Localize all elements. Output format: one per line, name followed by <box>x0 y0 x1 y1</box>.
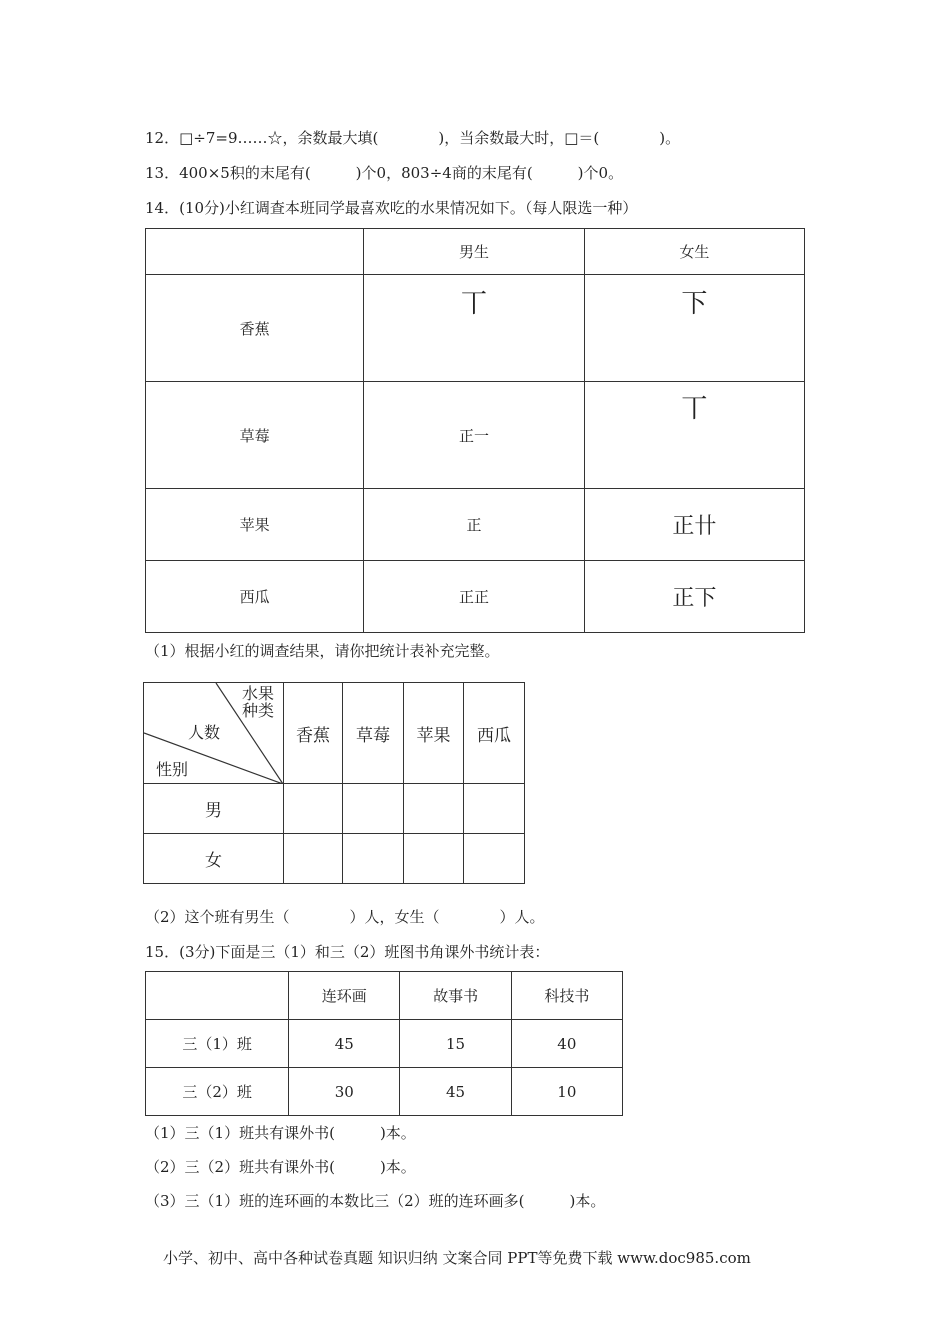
tally-cell: 下 <box>584 275 804 382</box>
header-cell: 西瓜 <box>464 683 525 784</box>
class-cell: 三（2）班 <box>146 1068 289 1116</box>
table-header-row <box>146 229 805 275</box>
table-row <box>146 275 805 382</box>
table-row <box>144 834 525 884</box>
tally-cell: 正一 <box>364 382 584 489</box>
question-12: 12．□÷7=9……☆，余数最大填( )，当余数最大时，□＝( )。 <box>145 129 681 147</box>
blank-cell[interactable] <box>404 784 464 834</box>
page-footer: 小学、初中、高中各种试卷真题 知识归纳 文案合同 PPT等免费下载 www.doc985.com <box>163 1249 751 1267</box>
value-cell: 45 <box>289 1020 400 1068</box>
class-cell: 三（1）班 <box>146 1020 289 1068</box>
value-cell: 15 <box>400 1020 511 1068</box>
tally-cell: 正下 <box>584 561 804 633</box>
books-table <box>145 971 623 1116</box>
header-cell: 草莓 <box>343 683 404 784</box>
blank-cell[interactable] <box>343 834 404 884</box>
header-cell <box>146 972 289 1020</box>
question-14-sub2: （2）这个班有男生（ ）人，女生（ ）人。 <box>145 908 545 926</box>
tally-cell: 正正 <box>364 561 584 633</box>
blank-cell[interactable] <box>404 834 464 884</box>
header-cell: 女生 <box>584 229 804 275</box>
fruit-cell: 香蕉 <box>146 275 364 382</box>
question-15-title: 15．(3分)下面是三（1）和三（2）班图书角课外书统计表： <box>145 943 550 961</box>
corner-label-count: 人数 <box>188 723 221 742</box>
fruit-cell: 草莓 <box>146 382 364 489</box>
tally-cell: 丅 <box>584 382 804 489</box>
tally-cell: 正卄 <box>584 489 804 561</box>
blank-cell[interactable] <box>284 784 343 834</box>
blank-cell[interactable] <box>464 834 525 884</box>
corner-label-gender: 性别 <box>156 760 189 779</box>
header-cell: 苹果 <box>404 683 464 784</box>
blank-cell[interactable] <box>343 784 404 834</box>
value-cell: 40 <box>511 1020 622 1068</box>
tally-cell: 丅 <box>364 275 584 382</box>
fruit-stat-table <box>143 682 525 884</box>
row-label: 男 <box>144 784 284 834</box>
value-cell: 45 <box>400 1068 511 1116</box>
blank-cell[interactable] <box>464 784 525 834</box>
question-13: 13．400×5积的末尾有( )个0，803÷4商的末尾有( )个0。 <box>145 164 624 182</box>
corner-label-fruit-type: 水果 种类 <box>242 684 275 720</box>
question-14-title: 14．(10分)小红调查本班同学最喜欢吃的水果情况如下。（每人限选一种） <box>145 199 638 217</box>
fruit-cell: 苹果 <box>146 489 364 561</box>
header-cell: 男生 <box>364 229 584 275</box>
tally-cell: 正 <box>364 489 584 561</box>
table-header-row <box>146 972 623 1020</box>
question-15-sub1: （1）三（1）班共有课外书( )本。 <box>145 1124 416 1142</box>
table-row <box>144 784 525 834</box>
question-15-sub3: （3）三（1）班的连环画的本数比三（2）班的连环画多( )本。 <box>145 1192 606 1210</box>
diagonal-header-cell <box>144 683 284 784</box>
table-row <box>146 1068 623 1116</box>
header-cell: 香蕉 <box>284 683 343 784</box>
row-label: 女 <box>144 834 284 884</box>
value-cell: 10 <box>511 1068 622 1116</box>
header-cell: 故事书 <box>400 972 511 1020</box>
fruit-cell: 西瓜 <box>146 561 364 633</box>
header-cell <box>146 229 364 275</box>
question-14-sub1: （1）根据小红的调查结果，请你把统计表补充完整。 <box>145 642 500 660</box>
table-header-row <box>144 683 525 784</box>
header-cell: 科技书 <box>511 972 622 1020</box>
header-cell: 连环画 <box>289 972 400 1020</box>
table-row <box>146 382 805 489</box>
blank-cell[interactable] <box>284 834 343 884</box>
table-row <box>146 489 805 561</box>
survey-tally-table <box>145 228 805 633</box>
question-15-sub2: （2）三（2）班共有课外书( )本。 <box>145 1158 416 1176</box>
value-cell: 30 <box>289 1068 400 1116</box>
table-row <box>146 561 805 633</box>
table-row <box>146 1020 623 1068</box>
